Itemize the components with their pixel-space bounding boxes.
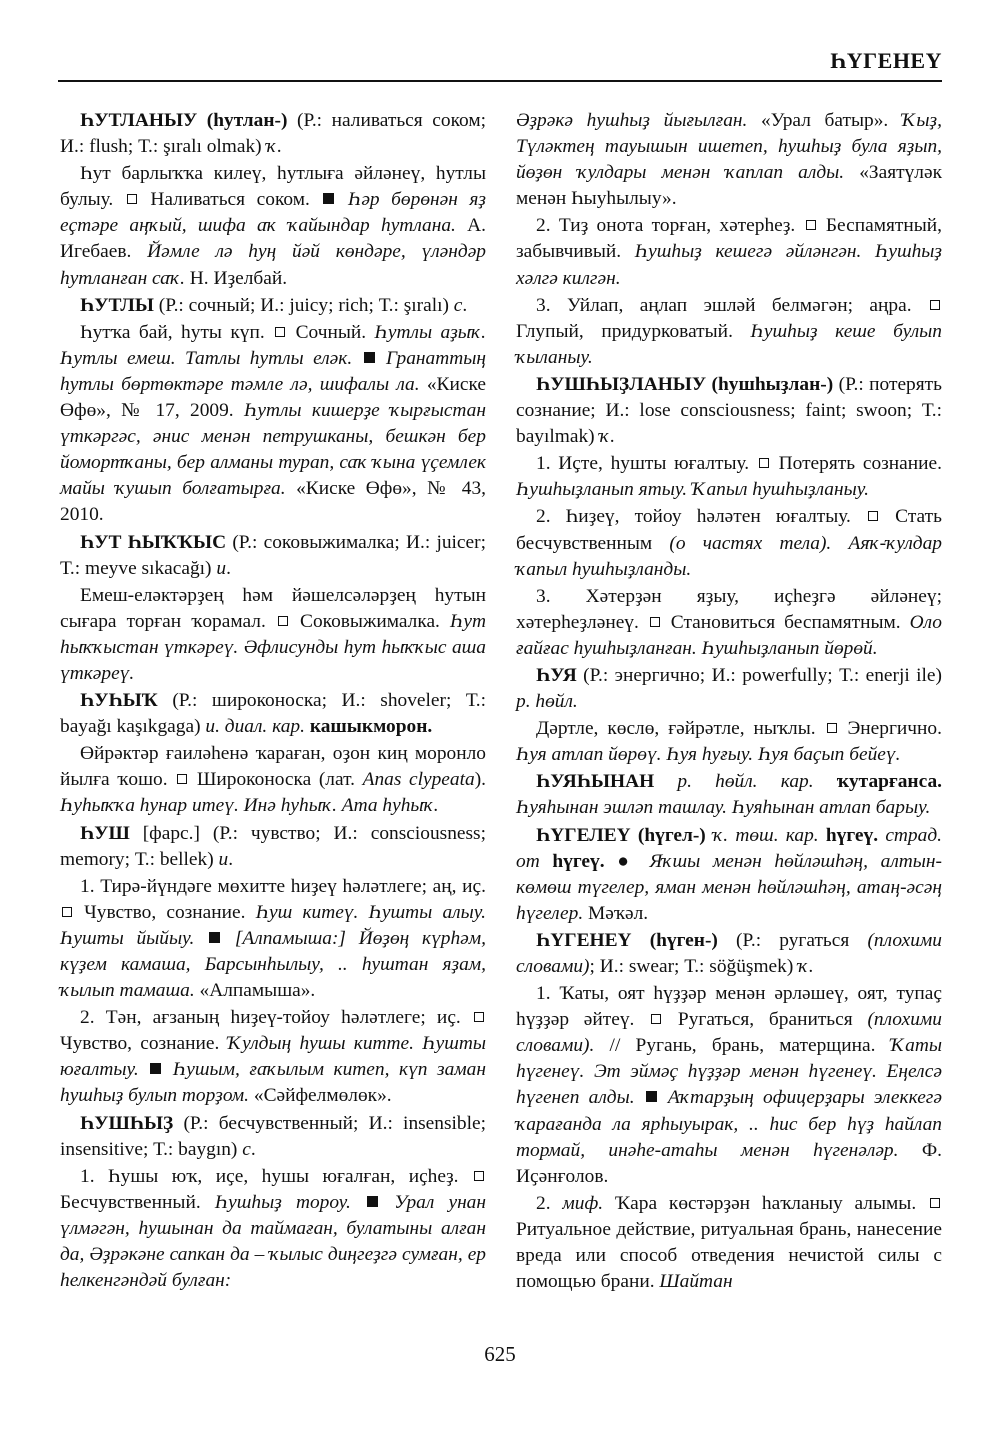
dictionary-entry: Өйрәктәр ғаиләһенә ҡараған, оҙон киң моронло йылға ҡошо. Широконоска (лат. Anas clypeata). Һуһыҡҡа һунар итеү. Инә һуһыҡ. Ата һуһыҡ. — [60, 743, 487, 817]
open-square-icon — [177, 774, 187, 784]
dictionary-entry: 1. Иҫте, һушты юғалтыу. Потерять сознание. Һушһыҙланып ятыу. Ҡапыл һушһыҙланыу. — [516, 453, 942, 501]
headword: ҺУШ — [80, 822, 130, 844]
headword: кашыкморон. — [309, 716, 433, 738]
headword: ҺУҺЫҠ — [80, 690, 158, 712]
dictionary-entry: 3. Уйлап, аңлап эшләй белмәгән; аңра. Глупый, придурковатый. Һушһыҙ кеше булып ҡыланыу. — [516, 294, 942, 368]
open-square-icon — [62, 907, 72, 917]
open-square-icon — [806, 220, 816, 230]
dictionary-entry: Һутҡа бай, һуты күп. Сочный. Һутлы аҙыҡ. Һутлы емеш. Татлы һутлы еләк. Гранаттың һутлы бөртөктәре тәмле лә, шифалы ла. «Киске Өфө», № 17, 2009. Һутлы кишерҙе ҡырғыстан үткәргәс, әнис менән петрушканы, бешкән бер йомортҡаны, бер алманы турап, саҡ ҡына үҫемлек майы ҡушып болғатырға. «Киске Өфө», № 43, 2010. — [60, 321, 487, 526]
headword: ҺҮГЕНЕҮ (һүген-) — [536, 929, 718, 951]
dictionary-entry: 1. Тирә-йүндәге мөхитте һиҙеү һәләтлеге; аң, иҫ. Чувство, сознание. Һуш китеү. Һушты алыу. Һушты йыйыу. [Алпамыша:] Йөҙөң күрһәм, күҙем камаша, Барсынһылыу, .. һуштан яҙам, ҡылып тамаша. «Алпамыша». — [60, 875, 486, 1002]
filled-square-icon — [150, 1063, 161, 1074]
open-square-icon — [278, 616, 288, 626]
dictionary-entry: 2. Тиҙ онота торған, хәтерһеҙ. Беспамятный, забывчивый. Һушһыҙ кешегә әйләнгән. Һушһыҙ хәлгә килгән. — [516, 215, 942, 289]
dictionary-entry: ҺУШҺЫҘЛАНЫУ (һушһыҙлан-) (Р.: потерять сознание; И.: lose consciousness; faint; swoon; Т.: bayılmak) ҡ. — [516, 373, 942, 448]
dictionary-entry: ҺУТЛАНЫУ (һутлан-) (Р.: наливаться соком; И.: flush; Т.: şıralı olmak) ҡ. — [60, 110, 486, 158]
dictionary-entry: ҺУШ [фарс.] (Р.: чувство; И.: consciousness; memory; Т.: bellek) и. — [60, 822, 486, 870]
dictionary-entry: Емеш-еләктәрҙең һәм йәшелсәләрҙең һутын сығара торған ҡорамал. Соковыжималка. Һут һыҡҡыстан үткәреү. Әфлисунды һут һыҡҡыс аша үткәреү. — [60, 584, 486, 684]
headword: ҺУТЛЫ — [80, 294, 154, 316]
open-square-icon — [930, 1198, 940, 1208]
dictionary-entry: Әҙрәкә һушһыҙ йығылған. «Урал батыр». Ҡыҙ, Түләктең тауышын ишетеп, һушһыҙ була яҙып, йөҙөн ҡулдары менән ҡаплап алды. «Заятүләк менән Һыуһылыу». — [516, 110, 943, 210]
dictionary-entry: ҺУЯҺЫНАН р. һөйл. кар. ҡутарғанса. Һуяһынан эшләп ташлау. Һуяһынан атлап барыу. — [516, 771, 942, 819]
open-square-icon — [474, 1171, 484, 1181]
open-square-icon — [868, 511, 878, 521]
headword: ҺУШҺЫҘЛАНЫУ (һушһыҙлан-) — [536, 373, 834, 395]
open-square-icon — [759, 458, 769, 468]
open-square-icon — [127, 194, 137, 204]
dictionary-entry: 1. Ҡаты, оят һүҙҙәр менән әрләшеү, оят, тупаҫ һүҙҙәр әйтеү. Ругаться, браниться (плохими словами). // Ругань, брань, матерщина. Ҡаты һүгенеү. Эт эймәҫ һүҙҙәр менән һүгенеү. Еңелсә һүгенеп алды. Аҡтарҙың офицерҙары элеккегә ҡарағанда ла ярһыуырак, .. һис бер һүҙ һайлап тормай, инәһе-атаһы менән һүгенәләр. Ф. Иҫәнғолов. — [516, 983, 942, 1187]
dictionary-entry: ҺУТ ҺЫҠҠЫС (Р.: соковыжималка; И.: juicer; Т.: meyve sıkacağı) и. — [60, 531, 486, 579]
page-number: 625 — [484, 1342, 516, 1366]
open-square-icon — [650, 617, 660, 627]
headword: ҺУЯ — [536, 664, 577, 686]
open-square-icon — [827, 723, 837, 733]
headword: һүгеү. — [825, 824, 879, 846]
headword: һүгеү. — [552, 850, 605, 872]
dictionary-entry: ҺУЯ (Р.: энергично; И.: powerfully; Т.: enerji ile) р. һөйл. — [516, 664, 942, 713]
open-square-icon — [930, 300, 940, 310]
filled-square-icon — [209, 932, 220, 943]
header-rule — [58, 80, 942, 82]
open-square-icon — [474, 1012, 484, 1022]
dictionary-entry: 2. Һиҙеү, тойоу һәләтен юғалтыу. Стать бесчувственным (о частях тела). Аяҡ-ҡулдар ҡапыл һушһыҙланды. — [516, 506, 942, 580]
dictionary-entry: 2. миф. Ҡара көстәрҙән һаҡланыу алымы. Ритуальное действие, ритуальная брань, нанесение вреда или способ отведения нечистой силы с помощью брани. Шайтан — [516, 1192, 942, 1293]
headword: ҡутарғанса. — [836, 771, 942, 793]
dictionary-entry: Дәртле, көслө, ғәйрәтле, ныҡлы. Энергично. Һуя атлап йөрөү. Һуя һуғыу. Һуя баҫып бейеү. — [516, 718, 942, 766]
dictionary-entry: ҺҮГЕЛЕҮ (һүгел-) ҡ. төш. кар. һүгеү. страд. от һүгеү. ● Яҡшы менән һөйләшһәң, алтын-көмөш түгелер, яман менән һөйләшһәң, атаң-әсәң һүгелер. Мәҡәл. — [516, 824, 942, 924]
right-column — [516, 108, 942, 1296]
headword: ҺҮГЕЛЕҮ (һүгел-) — [536, 824, 706, 846]
filled-square-icon — [367, 1196, 378, 1207]
running-head: ҺҮГЕНЕҮ — [830, 48, 942, 73]
filled-square-icon — [364, 352, 375, 363]
dictionary-entry: ҺУШҺЫҘ (Р.: бесчувственный; И.: insensible; insensitive; Т.: baygın) с. — [60, 1112, 486, 1160]
dictionary-entry: ҺҮГЕНЕҮ (һүген-) (Р.: ругаться (плохими словами); И.: swear; Т.: söğüşmek) ҡ. — [516, 929, 942, 977]
filled-square-icon — [323, 193, 334, 204]
dictionary-entry: 1. Һушы юҡ, иҫе, һушы юғалған, иҫһеҙ. Бесчувственный. Һушһыҙ тороу. Урал унан үлмәгән, һушынан да таймаған, булатыны алған да, Әҙрәкәне сапкан да – ҡылыс диңгеҙгә сумған, ер һелкенгәндәй булған: — [60, 1165, 487, 1292]
headword: ҺУТЛАНЫУ (һутлан-) — [80, 110, 288, 131]
left-column — [60, 108, 486, 1295]
open-square-icon — [275, 327, 285, 337]
dictionary-entry: Һут барлыҡҡа килеү, һутлыға әйләнеү, һутлы булыу. Наливаться соком. Һәр бөрөнән яҙ еҫтәре аңҡый, шифа аҡ ҡайындар һутлана. А. Игебаев. Йәмле лә һуң йәй көндәре, үләндәр һутланған саҡ. Н. Иҙелбай. — [60, 163, 487, 289]
headword: ҺУТ ҺЫҠҠЫС — [80, 531, 227, 553]
headword: ҺУЯҺЫНАН — [536, 771, 655, 793]
dictionary-entry: 3. Хәтерҙән яҙыу, иҫһеҙгә әйләнеү; хәтерһеҙләнеү. Становиться беспамятным. Оло ғайғас һушһыҙланған. Һушһыҙланып йөрөй. — [516, 585, 942, 659]
dictionary-entry: 2. Тән, ағзаның һиҙеү-тойоу һәләтлеге; иҫ. Чувство, сознание. Ҡулдың һушы китте. Һушты юғалтыу. Һушым, ғаҡылым китеп, күп заман һушһыҙ булып торҙом. «Сәйфелмөлөк». — [60, 1007, 486, 1107]
filled-square-icon — [646, 1091, 657, 1102]
dictionary-entry: ҺУТЛЫ (Р.: сочный; И.: juicy; rich; Т.: şıralı) с. — [80, 294, 468, 316]
open-square-icon — [651, 1014, 661, 1024]
dictionary-entry: ҺУҺЫҠ (Р.: широконоска; И.: shoveler; Т.: bayağı kaşıkgaga) и. диал. кар. кашыкморон. — [60, 690, 486, 738]
headword: ҺУШҺЫҘ — [80, 1112, 174, 1134]
